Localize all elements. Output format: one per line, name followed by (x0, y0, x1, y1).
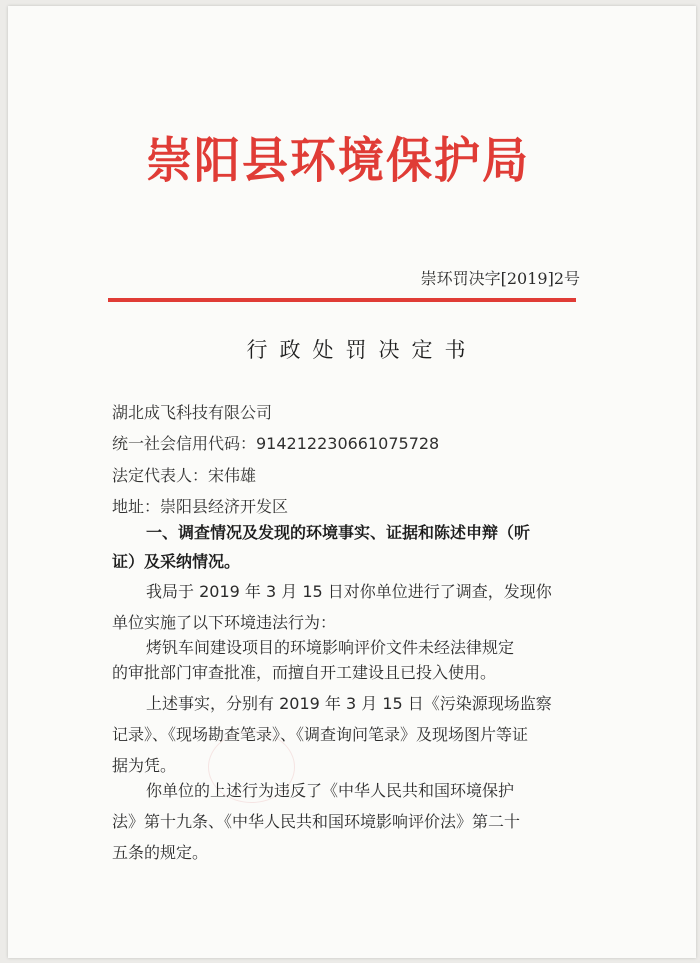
body-paragraph-line: 据为凭。 (112, 756, 177, 775)
body-paragraph-line: 单位实施了以下环境违法行为： (112, 613, 337, 632)
body-paragraph-line: 法》第十九条、《中华人民共和国环境影响评价法》第二十 (112, 812, 521, 831)
body-paragraph-line: 你单位的上述行为违反了《中华人民共和国环境保护 (146, 781, 515, 800)
red-divider-line (108, 298, 576, 302)
body-paragraph-line: 我局于 2019 年 3 月 15 日对你单位进行了调查，发现你 (146, 582, 552, 601)
party-legal-rep: 法定代表人：宋伟雄 (112, 466, 257, 485)
party-credit-code: 统一社会信用代码：914212230661075728 (112, 434, 440, 453)
party-company: 湖北成飞科技有限公司 (112, 403, 273, 422)
section-heading-1-cont: 证）及采纳情况。 (112, 552, 241, 571)
body-paragraph-line: 上述事实，分别有 2019 年 3 月 15 日《污染源现场监察 (146, 694, 552, 713)
party-address: 地址：崇阳县经济开发区 (112, 497, 289, 516)
body-paragraph-line: 的审批部门审查批准，而擅自开工建设且已投入使用。 (112, 663, 497, 682)
agency-letterhead: 崇阳县环境保护局 (146, 131, 530, 189)
section-heading-1: 一、调查情况及发现的环境事实、证据和陈述申辩（听 (146, 523, 531, 542)
body-paragraph-line: 记录》、《现场勘查笔录》、《调查询问笔录》及现场图片等证 (112, 725, 529, 744)
document-title: 行政处罚决定书 (246, 338, 478, 362)
body-paragraph-line: 烤钒车间建设项目的环境影响评价文件未经法律规定 (146, 638, 515, 657)
document-number: 崇环罚决字[2019]2号 (420, 269, 580, 288)
body-paragraph-line: 五条的规定。 (112, 843, 209, 862)
